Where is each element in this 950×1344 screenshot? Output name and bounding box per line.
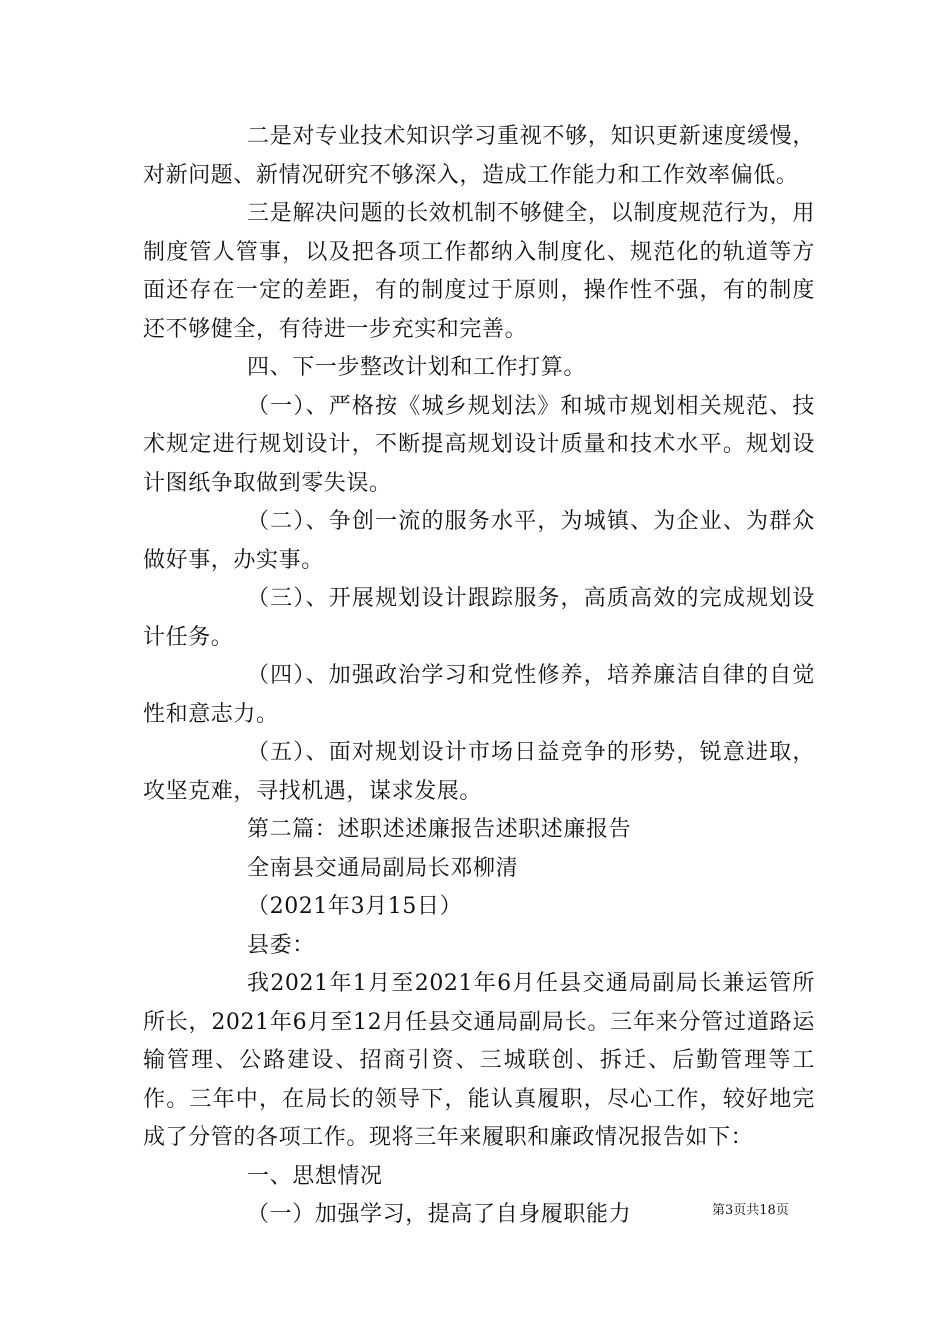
section-heading-next-steps: 四、下一步整改计划和工作打算。 (247, 355, 587, 380)
salutation: 县委： (247, 932, 315, 958)
date-line: （2021年3月15日） (247, 894, 463, 919)
document-body (143, 118, 815, 1235)
paragraph-plan-3: （三）、开展规划设计跟踪服务，高质高效的完成规划设计任务。 (143, 586, 815, 650)
paragraph-weakness-3: 三是解决问题的长效机制不够健全，以制度规范行为，用制度管人管事，以及把各项工作都纳入制度化、规范化的轨道等方面还存在一定的差距，有的制度过于原则，操作性不强，有的制度还不够健全，有待进一步充实和完善。 (143, 201, 815, 342)
paragraph-plan-5: （五）、面对规划设计市场日益竞争的形势，锐意进取，攻坚克难，寻找机遇，谋求发展。 (143, 740, 815, 804)
article-title: 第二篇：述职述述廉报告述职述廉报告 (247, 817, 632, 842)
page-number: 第3页共18页 (712, 1203, 789, 1218)
paragraph-intro: 我2021年1月至2021年6月任县交通局副局长兼运管所所长，2021年6月至12月任县交通局副局长。三年来分管过道路运输管理、公路建设、招商引资、三城联创、拆迁、后勤管理等工作。三年中，在局长的领导下，能认真履职，尽心工作，较好地完成了分管的各项工作。现将三年来履职和廉政情况报告如下： (143, 971, 815, 1150)
paragraph-plan-2: （二）、争创一流的服务水平，为城镇、为企业、为群众做好事，办实事。 (143, 509, 815, 573)
paragraph-weakness-2: 二是对专业技术知识学习重视不够，知识更新速度缓慢，对新问题、新情况研究不够深入，造成工作能力和工作效率偏低。 (143, 124, 815, 188)
author-line: 全南县交通局副局长邓柳清 (247, 855, 519, 881)
paragraph-plan-4: （四）、加强政治学习和党性修养，培养廉洁自律的自觉性和意志力。 (143, 663, 815, 727)
paragraph-plan-1: （一）、严格按《城乡规划法》和城市规划相关规范、技术规定进行规划设计，不断提高规划设计质量和技术水平。规划设计图纸争取做到零失误。 (143, 393, 815, 496)
subsection-heading-study: （一）加强学习，提高了自身履职能力 (247, 1202, 632, 1227)
section-heading-thinking: 一、思想情况 (247, 1163, 383, 1189)
